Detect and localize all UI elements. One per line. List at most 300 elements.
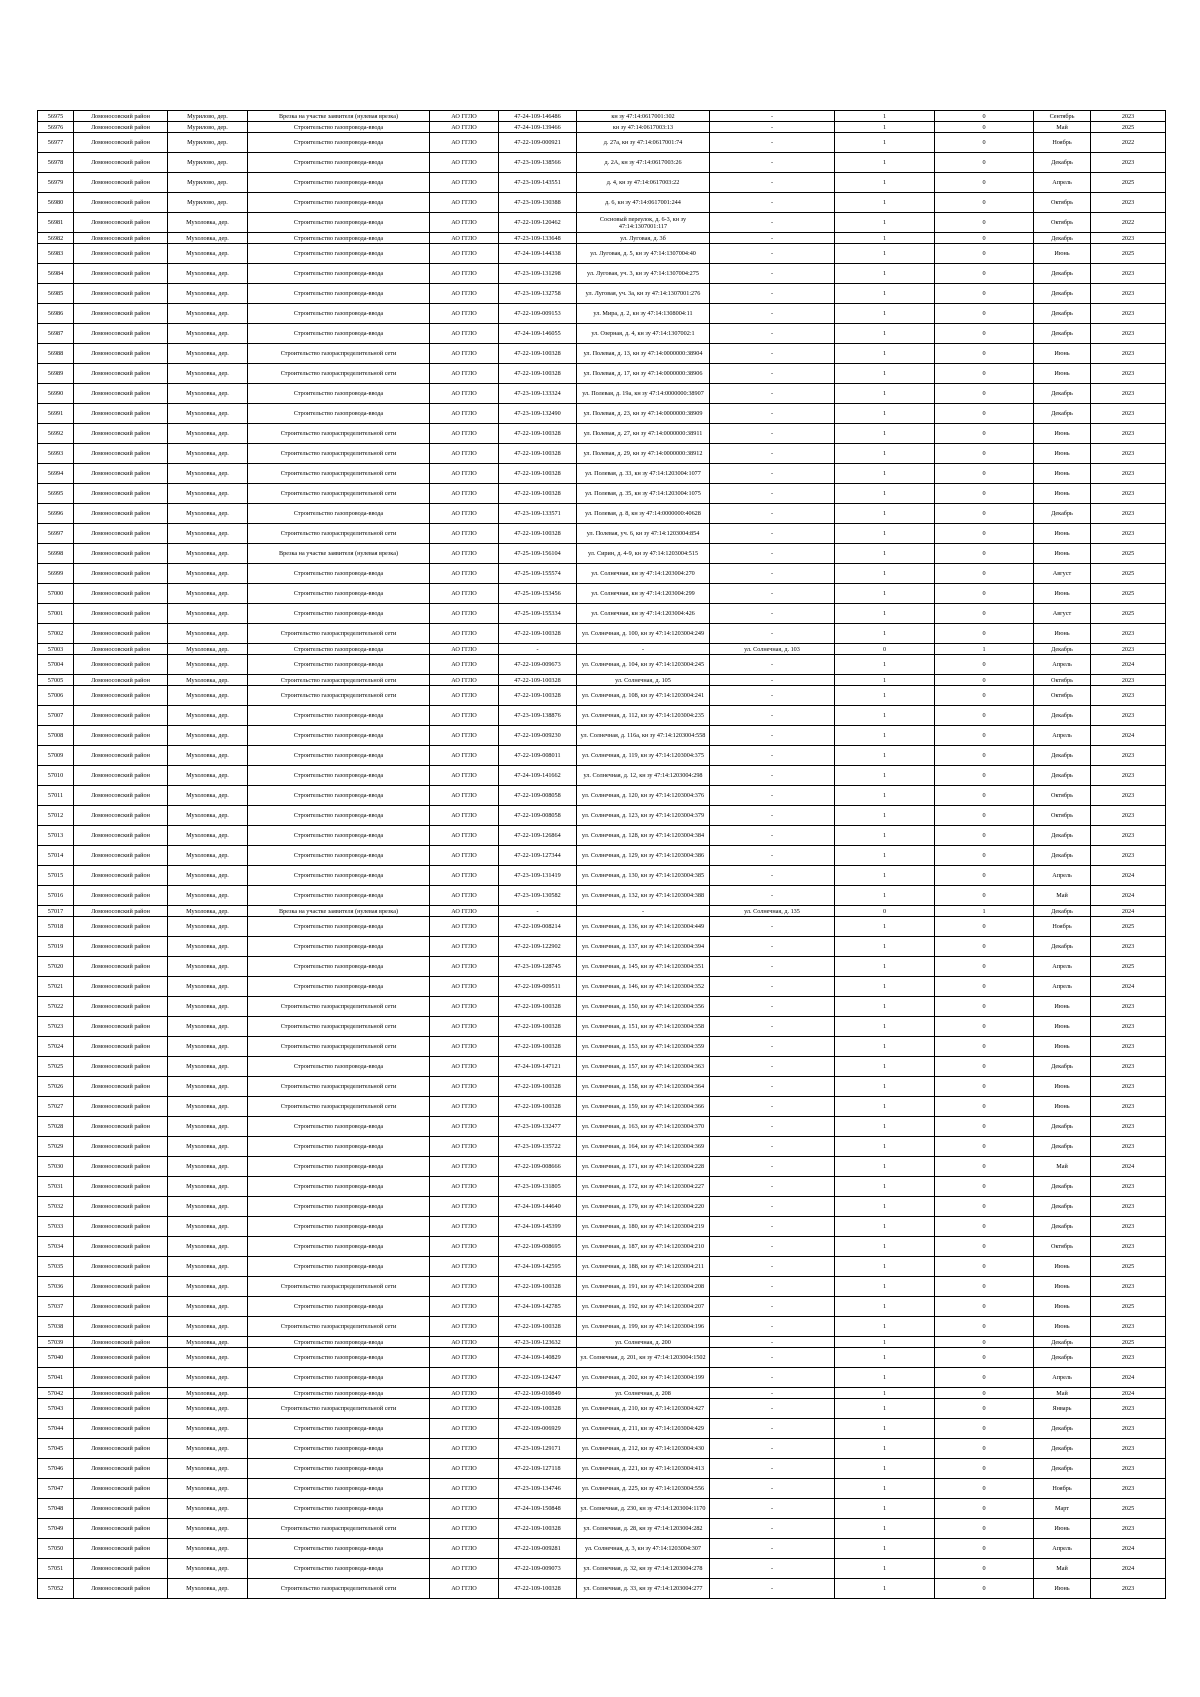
cell-address: д. 4, кн зу 47:14:0617003:22 xyxy=(577,173,710,193)
cell-work-type: Строительство газопровода-ввода xyxy=(248,324,430,344)
table-row xyxy=(38,957,1166,977)
cell-application-number: - xyxy=(499,644,577,655)
cell-count-planned: 1 xyxy=(835,133,935,153)
cell-month: Октябрь xyxy=(1034,1237,1091,1257)
cell-district: Ломоносовский район xyxy=(74,1057,168,1077)
cell-address-note: - xyxy=(710,133,835,153)
cell-address: ул. Солнечная, д. 33, кн зу 47:14:1203004:277 xyxy=(577,1579,710,1599)
cell-application-number: 47-23-109-131298 xyxy=(499,264,577,284)
cell-address: ул. Солнечная, д. 153, кн зу 47:14:1203004:359 xyxy=(577,1037,710,1057)
cell-address: ул. Солнечная, д. 129, кн зу 47:14:1203004:386 xyxy=(577,846,710,866)
cell-count-extra: 0 xyxy=(935,1559,1034,1579)
cell-district: Ломоносовский район xyxy=(74,1419,168,1439)
cell-application-number: 47-25-109-153456 xyxy=(499,584,577,604)
cell-address-note: - xyxy=(710,766,835,786)
cell-count-extra: 0 xyxy=(935,484,1034,504)
cell-application-number: 47-24-109-139466 xyxy=(499,122,577,133)
cell-address-note: - xyxy=(710,1368,835,1388)
cell-address: ул. Солнечная, д. 211, кн зу 47:14:1203004:429 xyxy=(577,1419,710,1439)
cell-address-note: - xyxy=(710,122,835,133)
cell-work-type: Строительство газопровода-ввода xyxy=(248,1348,430,1368)
table-row xyxy=(38,826,1166,846)
cell-settlement: Мухоловка, дер. xyxy=(168,504,248,524)
table-row xyxy=(38,244,1166,264)
cell-work-type: Строительство газопровода-ввода xyxy=(248,1157,430,1177)
cell-settlement: Мухоловка, дер. xyxy=(168,937,248,957)
cell-district: Ломоносовский район xyxy=(74,786,168,806)
cell-month: Июнь xyxy=(1034,1519,1091,1539)
cell-organization: АО ГГЛО xyxy=(430,1137,499,1157)
cell-work-type: Строительство газопровода-ввода xyxy=(248,806,430,826)
cell-work-type: Строительство газопровода-ввода xyxy=(248,1479,430,1499)
cell-address-note: - xyxy=(710,1348,835,1368)
cell-year: 2023 xyxy=(1091,675,1166,686)
cell-row-number: 57026 xyxy=(38,1077,74,1097)
table-row xyxy=(38,655,1166,675)
cell-application-number: 47-22-109-127344 xyxy=(499,846,577,866)
cell-count-planned: 1 xyxy=(835,1077,935,1097)
cell-count-extra: 0 xyxy=(935,675,1034,686)
cell-row-number: 57018 xyxy=(38,917,74,937)
cell-count-extra: 0 xyxy=(935,464,1034,484)
cell-count-planned: 1 xyxy=(835,1277,935,1297)
cell-count-extra: 0 xyxy=(935,364,1034,384)
cell-count-planned: 1 xyxy=(835,1057,935,1077)
cell-count-extra: 0 xyxy=(935,404,1034,424)
cell-application-number: 47-22-109-009153 xyxy=(499,304,577,324)
table-row xyxy=(38,1459,1166,1479)
cell-address-note: - xyxy=(710,1317,835,1337)
cell-work-type: Врезка на участке заявителя (нулевая врезка) xyxy=(248,544,430,564)
cell-settlement: Мухоловка, дер. xyxy=(168,1579,248,1599)
cell-organization: АО ГГЛО xyxy=(430,957,499,977)
cell-application-number: 47-22-109-100328 xyxy=(499,1017,577,1037)
cell-organization: АО ГГЛО xyxy=(430,564,499,584)
cell-month: Декабрь xyxy=(1034,284,1091,304)
cell-count-extra: 0 xyxy=(935,786,1034,806)
cell-row-number: 56977 xyxy=(38,133,74,153)
cell-year: 2023 xyxy=(1091,937,1166,957)
cell-settlement: Мухоловка, дер. xyxy=(168,544,248,564)
cell-address: кн зу 47:14:0617001:302 xyxy=(577,111,710,122)
table-row xyxy=(38,1399,1166,1419)
cell-count-extra: 0 xyxy=(935,1197,1034,1217)
cell-year: 2023 xyxy=(1091,1097,1166,1117)
cell-count-extra: 0 xyxy=(935,1368,1034,1388)
cell-organization: АО ГГЛО xyxy=(430,1317,499,1337)
cell-application-number: 47-22-109-008058 xyxy=(499,786,577,806)
cell-work-type: Строительство газопровода-ввода xyxy=(248,1177,430,1197)
cell-count-extra: 0 xyxy=(935,544,1034,564)
cell-settlement: Мухоловка, дер. xyxy=(168,866,248,886)
cell-organization: АО ГГЛО xyxy=(430,706,499,726)
cell-application-number: 47-23-109-138566 xyxy=(499,153,577,173)
cell-count-planned: 1 xyxy=(835,444,935,464)
cell-month: Декабрь xyxy=(1034,1439,1091,1459)
cell-count-planned: 1 xyxy=(835,675,935,686)
cell-address: ул. Полевая, д. 27, кн зу 47:14:0000000:38911 xyxy=(577,424,710,444)
cell-month: Ноябрь xyxy=(1034,917,1091,937)
cell-address-note: - xyxy=(710,997,835,1017)
cell-organization: АО ГГЛО xyxy=(430,1017,499,1037)
cell-address-note: - xyxy=(710,344,835,364)
cell-count-planned: 1 xyxy=(835,1499,935,1519)
table-row xyxy=(38,1157,1166,1177)
cell-organization: АО ГГЛО xyxy=(430,1097,499,1117)
cell-organization: АО ГГЛО xyxy=(430,1348,499,1368)
cell-work-type: Строительство газораспределительной сети xyxy=(248,624,430,644)
cell-address-note: - xyxy=(710,1297,835,1317)
cell-count-planned: 1 xyxy=(835,1439,935,1459)
cell-application-number: - xyxy=(499,906,577,917)
cell-row-number: 56993 xyxy=(38,444,74,464)
cell-row-number: 57043 xyxy=(38,1399,74,1419)
cell-month: Апрель xyxy=(1034,957,1091,977)
cell-count-planned: 1 xyxy=(835,886,935,906)
cell-work-type: Строительство газопровода-ввода xyxy=(248,233,430,244)
cell-address-note: - xyxy=(710,1519,835,1539)
cell-settlement: Мухоловка, дер. xyxy=(168,826,248,846)
cell-organization: АО ГГЛО xyxy=(430,444,499,464)
cell-count-planned: 1 xyxy=(835,957,935,977)
cell-address-note: - xyxy=(710,1037,835,1057)
cell-count-extra: 0 xyxy=(935,424,1034,444)
cell-address: ул. Солнечная, д. 191, кн зу 47:14:1203004:208 xyxy=(577,1277,710,1297)
cell-count-extra: 0 xyxy=(935,604,1034,624)
cell-year: 2024 xyxy=(1091,1368,1166,1388)
table-row xyxy=(38,1317,1166,1337)
cell-organization: АО ГГЛО xyxy=(430,1539,499,1559)
cell-organization: АО ГГЛО xyxy=(430,1057,499,1077)
cell-application-number: 47-24-109-144640 xyxy=(499,1197,577,1217)
cell-year: 2023 xyxy=(1091,1057,1166,1077)
cell-district: Ломоносовский район xyxy=(74,846,168,866)
cell-address: ул. Солнечная, д. 112, кн зу 47:14:1203004:235 xyxy=(577,706,710,726)
cell-count-extra: 0 xyxy=(935,624,1034,644)
cell-row-number: 57022 xyxy=(38,997,74,1017)
cell-year: 2025 xyxy=(1091,173,1166,193)
cell-row-number: 57001 xyxy=(38,604,74,624)
cell-work-type: Строительство газопровода-ввода xyxy=(248,193,430,213)
cell-application-number: 47-25-109-156104 xyxy=(499,544,577,564)
cell-organization: АО ГГЛО xyxy=(430,624,499,644)
table-row xyxy=(38,213,1166,233)
cell-year: 2023 xyxy=(1091,846,1166,866)
cell-address-note: - xyxy=(710,1157,835,1177)
cell-application-number: 47-23-109-131805 xyxy=(499,1177,577,1197)
cell-address: ул. Озерная, д. 4, кн зу 47:14:1307002:1 xyxy=(577,324,710,344)
cell-work-type: Строительство газораспределительной сети xyxy=(248,444,430,464)
table-row xyxy=(38,675,1166,686)
cell-settlement: Мухоловка, дер. xyxy=(168,957,248,977)
cell-count-extra: 0 xyxy=(935,706,1034,726)
cell-organization: АО ГГЛО xyxy=(430,1479,499,1499)
cell-address: ул. Солнечная, д. 119, кн зу 47:14:1203004:375 xyxy=(577,746,710,766)
cell-address: - xyxy=(577,906,710,917)
cell-address: ул. Солнечная, д. 172, кн зу 47:14:1203004:227 xyxy=(577,1177,710,1197)
cell-count-planned: 1 xyxy=(835,304,935,324)
cell-year: 2023 xyxy=(1091,1197,1166,1217)
table-row xyxy=(38,424,1166,444)
cell-count-planned: 1 xyxy=(835,726,935,746)
cell-work-type: Строительство газораспределительной сети xyxy=(248,464,430,484)
cell-month: Январь xyxy=(1034,1399,1091,1419)
cell-month: Июнь xyxy=(1034,524,1091,544)
cell-year: 2023 xyxy=(1091,1439,1166,1459)
cell-application-number: 47-22-109-009673 xyxy=(499,655,577,675)
cell-address-note: - xyxy=(710,957,835,977)
cell-count-planned: 1 xyxy=(835,1399,935,1419)
cell-count-planned: 1 xyxy=(835,917,935,937)
cell-organization: АО ГГЛО xyxy=(430,1277,499,1297)
table-row xyxy=(38,786,1166,806)
table-row xyxy=(38,504,1166,524)
table-row xyxy=(38,746,1166,766)
table-row xyxy=(38,1197,1166,1217)
cell-work-type: Строительство газопровода-ввода xyxy=(248,133,430,153)
cell-work-type: Строительство газопровода-ввода xyxy=(248,1368,430,1388)
cell-settlement: Мухоловка, дер. xyxy=(168,886,248,906)
cell-application-number: 47-22-109-100328 xyxy=(499,344,577,364)
cell-address: ул. Солнечная, д. 230, кн зу 47:14:1203004:1170 xyxy=(577,1499,710,1519)
cell-district: Ломоносовский район xyxy=(74,604,168,624)
cell-district: Ломоносовский район xyxy=(74,866,168,886)
cell-district: Ломоносовский район xyxy=(74,1197,168,1217)
cell-address: ул. Солнечная, д. 192, кн зу 47:14:1203004:207 xyxy=(577,1297,710,1317)
cell-work-type: Строительство газопровода-ввода xyxy=(248,786,430,806)
cell-month: Июнь xyxy=(1034,1097,1091,1117)
cell-address: ул. Полевая, д. 23, кн зу 47:14:0000000:38909 xyxy=(577,404,710,424)
cell-address: ул. Солнечная, д. 130, кн зу 47:14:1203004:385 xyxy=(577,866,710,886)
cell-work-type: Строительство газопровода-ввода xyxy=(248,284,430,304)
cell-row-number: 57045 xyxy=(38,1439,74,1459)
cell-address: ул. Полевая, д. 13, кн зу 47:14:0000000:38904 xyxy=(577,344,710,364)
cell-application-number: 47-23-109-131419 xyxy=(499,866,577,886)
cell-organization: АО ГГЛО xyxy=(430,644,499,655)
cell-count-extra: 0 xyxy=(935,1499,1034,1519)
cell-year: 2023 xyxy=(1091,344,1166,364)
cell-settlement: Мухоловка, дер. xyxy=(168,1117,248,1137)
cell-row-number: 57021 xyxy=(38,977,74,997)
cell-application-number: 47-22-109-008695 xyxy=(499,1237,577,1257)
cell-district: Ломоносовский район xyxy=(74,706,168,726)
cell-settlement: Мухоловка, дер. xyxy=(168,464,248,484)
cell-organization: АО ГГЛО xyxy=(430,213,499,233)
cell-work-type: Строительство газопровода-ввода xyxy=(248,1459,430,1479)
cell-count-planned: 1 xyxy=(835,846,935,866)
cell-district: Ломоносовский район xyxy=(74,686,168,706)
cell-month: Июнь xyxy=(1034,544,1091,564)
cell-address-note: - xyxy=(710,1177,835,1197)
cell-count-planned: 1 xyxy=(835,766,935,786)
cell-district: Ломоносовский район xyxy=(74,766,168,786)
cell-row-number: 57016 xyxy=(38,886,74,906)
table-row xyxy=(38,766,1166,786)
cell-count-planned: 0 xyxy=(835,644,935,655)
cell-count-extra: 0 xyxy=(935,244,1034,264)
cell-count-planned: 1 xyxy=(835,1217,935,1237)
cell-year: 2023 xyxy=(1091,1017,1166,1037)
cell-address-note: - xyxy=(710,213,835,233)
cell-month: Сентябрь xyxy=(1034,111,1091,122)
cell-count-planned: 1 xyxy=(835,1177,935,1197)
cell-work-type: Строительство газопровода-ввода xyxy=(248,977,430,997)
table-row xyxy=(38,1237,1166,1257)
cell-settlement: Мухоловка, дер. xyxy=(168,344,248,364)
cell-row-number: 57011 xyxy=(38,786,74,806)
cell-month: Апрель xyxy=(1034,1539,1091,1559)
cell-address: ул. Солнечная, кн зу 47:14:1203004:426 xyxy=(577,604,710,624)
cell-address: ул. Солнечная, д. 163, кн зу 47:14:1203004:370 xyxy=(577,1117,710,1137)
cell-address-note: - xyxy=(710,826,835,846)
cell-address: ул. Солнечная, д. 225, кн зу 47:14:1203004:556 xyxy=(577,1479,710,1499)
cell-year: 2024 xyxy=(1091,906,1166,917)
cell-organization: АО ГГЛО xyxy=(430,1499,499,1519)
cell-application-number: 47-23-109-135722 xyxy=(499,1137,577,1157)
cell-settlement: Мухоловка, дер. xyxy=(168,1317,248,1337)
cell-month: Апрель xyxy=(1034,1368,1091,1388)
cell-organization: АО ГГЛО xyxy=(430,1388,499,1399)
cell-count-planned: 1 xyxy=(835,344,935,364)
cell-district: Ломоносовский район xyxy=(74,1539,168,1559)
table-row xyxy=(38,1519,1166,1539)
cell-month: Декабрь xyxy=(1034,1337,1091,1348)
cell-work-type: Строительство газопровода-ввода xyxy=(248,1197,430,1217)
cell-row-number: 57049 xyxy=(38,1519,74,1539)
cell-count-planned: 1 xyxy=(835,1017,935,1037)
cell-application-number: 47-22-109-122902 xyxy=(499,937,577,957)
cell-year: 2024 xyxy=(1091,886,1166,906)
cell-organization: АО ГГЛО xyxy=(430,1177,499,1197)
cell-address: кн зу 47:14:0617003:13 xyxy=(577,122,710,133)
cell-year: 2023 xyxy=(1091,686,1166,706)
cell-month: Декабрь xyxy=(1034,826,1091,846)
cell-settlement: Мухоловка, дер. xyxy=(168,1388,248,1399)
cell-count-planned: 1 xyxy=(835,1539,935,1559)
cell-year: 2025 xyxy=(1091,1499,1166,1519)
cell-address-note: - xyxy=(710,675,835,686)
table-row xyxy=(38,233,1166,244)
cell-row-number: 57038 xyxy=(38,1317,74,1337)
cell-organization: АО ГГЛО xyxy=(430,524,499,544)
cell-row-number: 56988 xyxy=(38,344,74,364)
cell-year: 2025 xyxy=(1091,584,1166,604)
cell-district: Ломоносовский район xyxy=(74,153,168,173)
cell-organization: АО ГГЛО xyxy=(430,655,499,675)
cell-district: Ломоносовский район xyxy=(74,1237,168,1257)
cell-count-planned: 1 xyxy=(835,484,935,504)
cell-month: Ноябрь xyxy=(1034,133,1091,153)
cell-row-number: 57000 xyxy=(38,584,74,604)
cell-year: 2023 xyxy=(1091,1579,1166,1599)
table-row xyxy=(38,344,1166,364)
cell-row-number: 57015 xyxy=(38,866,74,886)
cell-district: Ломоносовский район xyxy=(74,624,168,644)
cell-address-note: - xyxy=(710,324,835,344)
cell-row-number: 57034 xyxy=(38,1237,74,1257)
table-row xyxy=(38,1499,1166,1519)
cell-address: ул. Полевая, д. 17, кн зу 47:14:0000000:38906 xyxy=(577,364,710,384)
cell-application-number: 47-23-109-132490 xyxy=(499,404,577,424)
cell-month: Декабрь xyxy=(1034,1137,1091,1157)
cell-address-note: - xyxy=(710,153,835,173)
cell-application-number: 47-24-109-144338 xyxy=(499,244,577,264)
cell-month: Декабрь xyxy=(1034,1419,1091,1439)
cell-count-extra: 0 xyxy=(935,997,1034,1017)
cell-count-planned: 1 xyxy=(835,1197,935,1217)
cell-address-note: - xyxy=(710,1559,835,1579)
cell-district: Ломоносовский район xyxy=(74,1317,168,1337)
cell-year: 2023 xyxy=(1091,304,1166,324)
cell-work-type: Строительство газораспределительной сети xyxy=(248,1519,430,1539)
cell-settlement: Мухоловка, дер. xyxy=(168,1237,248,1257)
cell-address-note: - xyxy=(710,233,835,244)
cell-application-number: 47-23-109-138876 xyxy=(499,706,577,726)
cell-count-planned: 1 xyxy=(835,213,935,233)
cell-address: ул. Солнечная, д. 100, кн зу 47:14:1203004:249 xyxy=(577,624,710,644)
cell-work-type: Строительство газопровода-ввода xyxy=(248,1237,430,1257)
cell-settlement: Мухоловка, дер. xyxy=(168,846,248,866)
cell-work-type: Строительство газопровода-ввода xyxy=(248,1499,430,1519)
cell-month: Июнь xyxy=(1034,364,1091,384)
table-row xyxy=(38,1097,1166,1117)
cell-district: Ломоносовский район xyxy=(74,886,168,906)
table-row xyxy=(38,977,1166,997)
cell-year: 2023 xyxy=(1091,706,1166,726)
cell-address: ул. Луговая, уч. 3, кн зу 47:14:1307004:275 xyxy=(577,264,710,284)
table-row xyxy=(38,1419,1166,1439)
cell-work-type: Строительство газопровода-ввода xyxy=(248,1137,430,1157)
cell-address: ул. Полевая, д. 19а, кн зу 47:14:0000000:38907 xyxy=(577,384,710,404)
cell-application-number: 47-23-109-128745 xyxy=(499,957,577,977)
cell-month: Декабрь xyxy=(1034,264,1091,284)
cell-address-note: - xyxy=(710,746,835,766)
cell-settlement: Мухоловка, дер. xyxy=(168,686,248,706)
cell-settlement: Мухоловка, дер. xyxy=(168,917,248,937)
cell-district: Ломоносовский район xyxy=(74,1459,168,1479)
cell-year: 2024 xyxy=(1091,1157,1166,1177)
cell-district: Ломоносовский район xyxy=(74,193,168,213)
cell-row-number: 57019 xyxy=(38,937,74,957)
cell-address-note: - xyxy=(710,504,835,524)
cell-count-extra: 0 xyxy=(935,1348,1034,1368)
cell-application-number: 47-24-109-142595 xyxy=(499,1257,577,1277)
table-row xyxy=(38,726,1166,746)
cell-address: ул. Солнечная, д. 116а, кн зу 47:14:1203004:558 xyxy=(577,726,710,746)
cell-district: Ломоносовский район xyxy=(74,1177,168,1197)
cell-application-number: 47-23-109-130582 xyxy=(499,886,577,906)
cell-address-note: - xyxy=(710,584,835,604)
cell-work-type: Строительство газопровода-ввода xyxy=(248,384,430,404)
cell-address-note: - xyxy=(710,1388,835,1399)
cell-district: Ломоносовский район xyxy=(74,111,168,122)
cell-district: Ломоносовский район xyxy=(74,1439,168,1459)
cell-application-number: 47-24-109-146055 xyxy=(499,324,577,344)
cell-year: 2023 xyxy=(1091,384,1166,404)
cell-organization: АО ГГЛО xyxy=(430,364,499,384)
cell-address: ул. Солнечная, д. 210, кн зу 47:14:1203004:427 xyxy=(577,1399,710,1419)
cell-count-planned: 1 xyxy=(835,153,935,173)
table-row xyxy=(38,1388,1166,1399)
cell-application-number: 47-22-109-100328 xyxy=(499,1077,577,1097)
cell-count-extra: 0 xyxy=(935,1479,1034,1499)
cell-year: 2023 xyxy=(1091,484,1166,504)
cell-month: Июнь xyxy=(1034,624,1091,644)
cell-work-type: Строительство газопровода-ввода xyxy=(248,1439,430,1459)
cell-month: Декабрь xyxy=(1034,937,1091,957)
cell-count-planned: 1 xyxy=(835,1097,935,1117)
cell-district: Ломоносовский район xyxy=(74,122,168,133)
